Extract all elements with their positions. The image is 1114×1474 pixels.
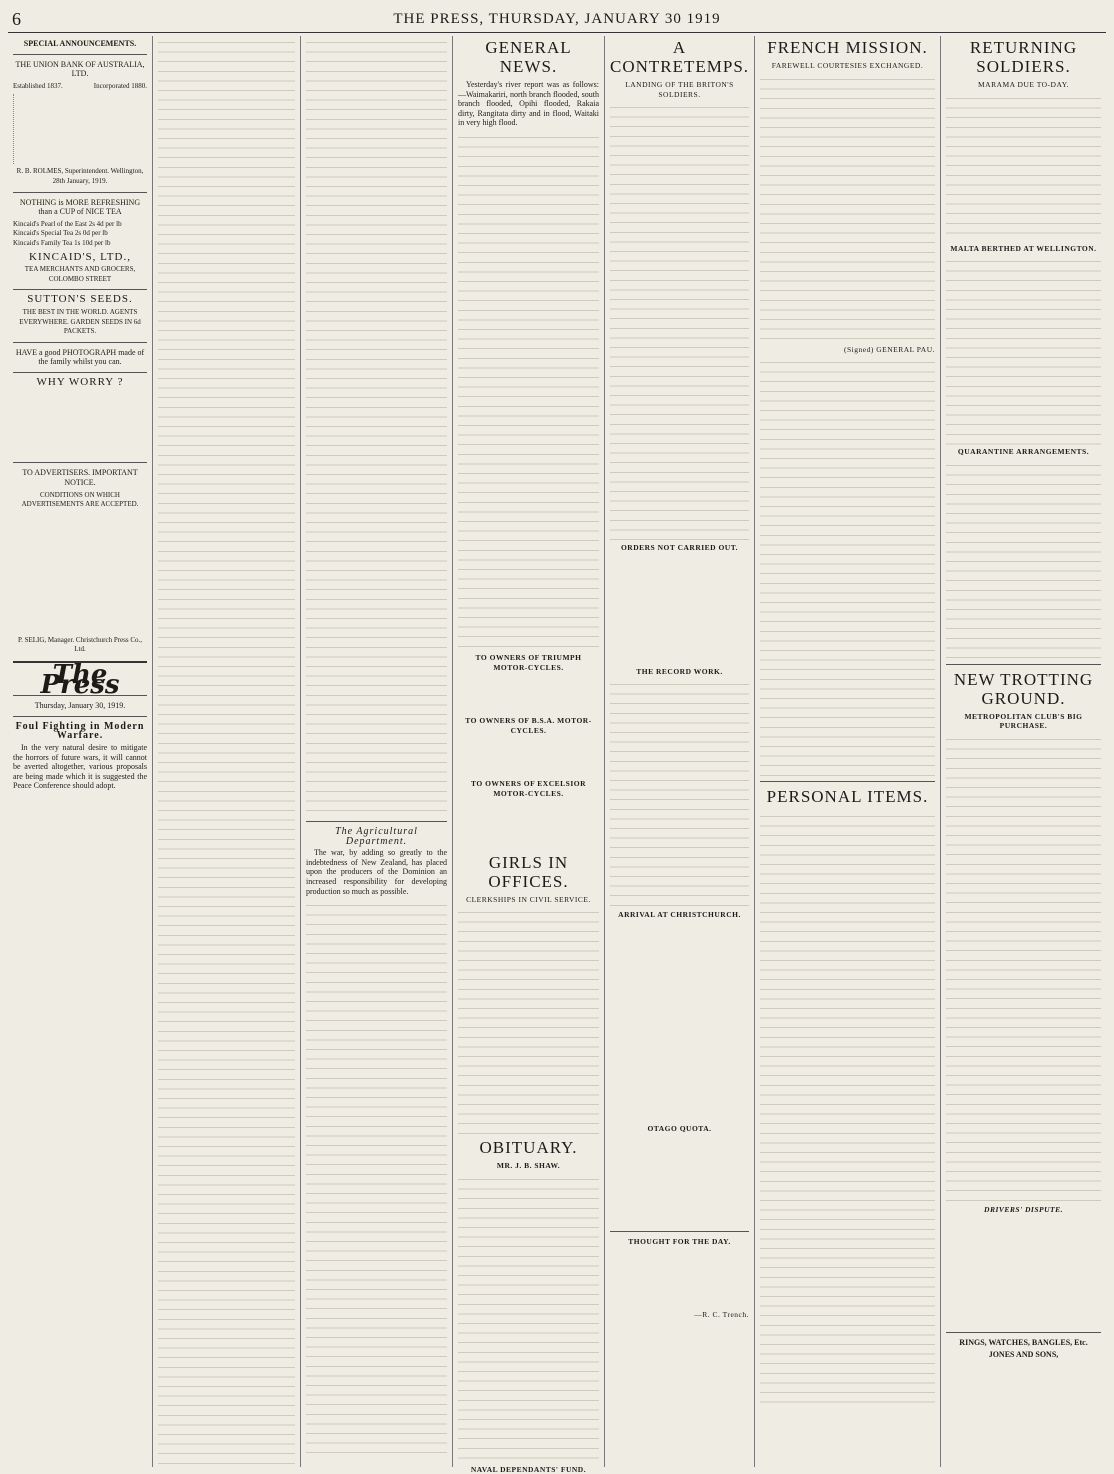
contretemps-heading: A CONTRETEMPS.: [610, 38, 750, 76]
bank-incorporated: Incorporated 1880.: [93, 81, 147, 90]
column-7: [940, 36, 1106, 1467]
obituary-name: MR. J. B. SHAW.: [496, 1161, 561, 1171]
general-news-lead: Yesterday's river report was as follows:—Waimakariri, north branch flooded, south branch flooded, Opihi flooded, Rakaia dirty, Rangitata dirty and in flood, Waitaki in very high flood.: [458, 80, 599, 128]
the-press-logo: The Press: [40, 660, 120, 700]
agri-title: The Agricultural Department.: [335, 826, 418, 847]
tea-line: Kincaid's Pearl of the East 2s 4d per lb: [13, 219, 122, 228]
landing-subheading: LANDING OF THE BRITON'S SOLDIERS.: [625, 80, 734, 99]
quarantine-heading: QUARANTINE ARRANGEMENTS.: [957, 447, 1090, 457]
excelsior-heading: TO OWNERS OF EXCELSIOR MOTOR-CYCLES.: [471, 779, 586, 798]
why-worry: WHY WORRY ?: [36, 375, 124, 388]
selig-signoff: P. SELIG, Manager. Christchurch Press Co., Ltd.: [17, 635, 143, 654]
column-5: [604, 36, 754, 1467]
bsa-heading: TO OWNERS OF B.S.A. MOTOR-CYCLES.: [465, 716, 592, 735]
kincaids-sub: TEA MERCHANTS AND GROCERS, COLOMBO STREET: [24, 265, 136, 283]
rings-ad: RINGS, WATCHES, BANGLES, Etc.: [959, 1337, 1088, 1347]
kincaids-heading: KINCAID'S, LTD.,: [29, 250, 131, 263]
trotting-heading: NEW TROTTING GROUND.: [953, 669, 1094, 708]
column-3: [300, 36, 452, 1467]
drivers-heading: DRIVERS' DISPUTE.: [984, 1204, 1063, 1214]
otago-heading: OTAGO QUOTA.: [647, 1123, 712, 1133]
clerkships-heading: CLERKSHIPS IN CIVIL SERVICE.: [466, 894, 591, 904]
page-number: 6: [12, 9, 22, 29]
editorial-title: Foul Fighting in Modern Warfare.: [15, 720, 145, 742]
bank-heading: THE UNION BANK OF AUSTRALIA, LTD.: [15, 59, 145, 79]
tea-line: Kincaid's Family Tea 1s 10d per lb: [13, 238, 111, 247]
dividend-signoff: R. B. ROLMES, Superintendent. Wellington, 28th January, 1919.: [16, 167, 144, 185]
tea-line: Kincaid's Special Tea 2s 0d per lb: [13, 229, 108, 238]
triumph-heading: TO OWNERS OF TRIUMPH MOTOR-CYCLES.: [475, 652, 582, 672]
naval-heading: NAVAL DEPENDANTS' FUND.: [470, 1464, 587, 1474]
marama-subheading: MARAMA DUE TO-DAY.: [977, 80, 1070, 89]
malta-heading: MALTA BERTHED AT WELLINGTON.: [950, 243, 1097, 253]
thought-heading: THOUGHT FOR THE DAY.: [628, 1236, 731, 1246]
agri-lead: The war, by adding so greatly to the indebtedness of New Zealand, has placed upon the producers of the Dominion an increased responsibility for developing production so much as possible.: [306, 848, 447, 896]
special-announcements: SPECIAL ANNOUNCEMENTS.: [23, 39, 137, 48]
not-carried-heading: ORDERS NOT CARRIED OUT.: [620, 543, 739, 553]
column-1: [8, 36, 152, 1467]
general-pau-signoff: (Signed) GENERAL PAU.: [844, 344, 935, 354]
metro-subheading: METROPOLITAN CLUB'S BIG PURCHASE.: [964, 711, 1083, 731]
column-6: [754, 36, 940, 1467]
record-heading: THE RECORD WORK.: [636, 666, 723, 676]
farewell-subheading: FAREWELL COURTESIES EXCHANGED.: [771, 61, 924, 70]
issue-date: Thursday, January 30, 1919.: [34, 701, 126, 711]
girls-heading: GIRLS IN OFFICES.: [488, 852, 569, 891]
advertisers-notice: TO ADVERTISERS. IMPORTANT NOTICE.: [22, 468, 138, 488]
editorial-lead: In the very natural desire to mitigate the horrors of future wars, it will cannot be averted altogether, various proposals are being made which it is suggested the Peace Conference should adopt.: [13, 743, 147, 791]
bank-established: Established 1837.: [13, 81, 63, 90]
personal-items-heading: PERSONAL ITEMS.: [766, 787, 929, 807]
photo-ad: HAVE a good PHOTOGRAPH made of the family whilst you can.: [15, 347, 145, 367]
tea-ad: NOTHING is MORE REFRESHING than a CUP of NICE TEA: [19, 197, 141, 217]
suttons-heading: SUTTON'S SEEDS.: [27, 293, 133, 306]
obituary-heading: OBITUARY.: [479, 1138, 578, 1158]
conditions-heading: CONDITIONS ON WHICH ADVERTISEMENTS ARE ACCEPTED.: [21, 490, 139, 509]
jones-ad: JONES AND SONS,: [988, 1350, 1059, 1360]
masthead-title: THE PRESS, THURSDAY, JANUARY 30 1919: [393, 11, 721, 27]
column-2: [152, 36, 300, 1467]
masthead: [8, 6, 1106, 33]
general-news-heading: GENERAL NEWS.: [485, 38, 572, 76]
column-4: [452, 36, 604, 1474]
suttons-sub: THE BEST IN THE WORLD. AGENTS EVERYWHERE. GARDEN SEEDS IN 6d PACKETS.: [19, 307, 141, 336]
french-mission-heading: FRENCH MISSION.: [767, 38, 928, 57]
returning-soldiers-heading: RETURNING SOLDIERS.: [969, 38, 1078, 76]
arrival-heading: ARRIVAL AT CHRISTCHURCH.: [618, 910, 741, 920]
trench-signoff: —R. C. Trench.: [694, 1310, 749, 1320]
